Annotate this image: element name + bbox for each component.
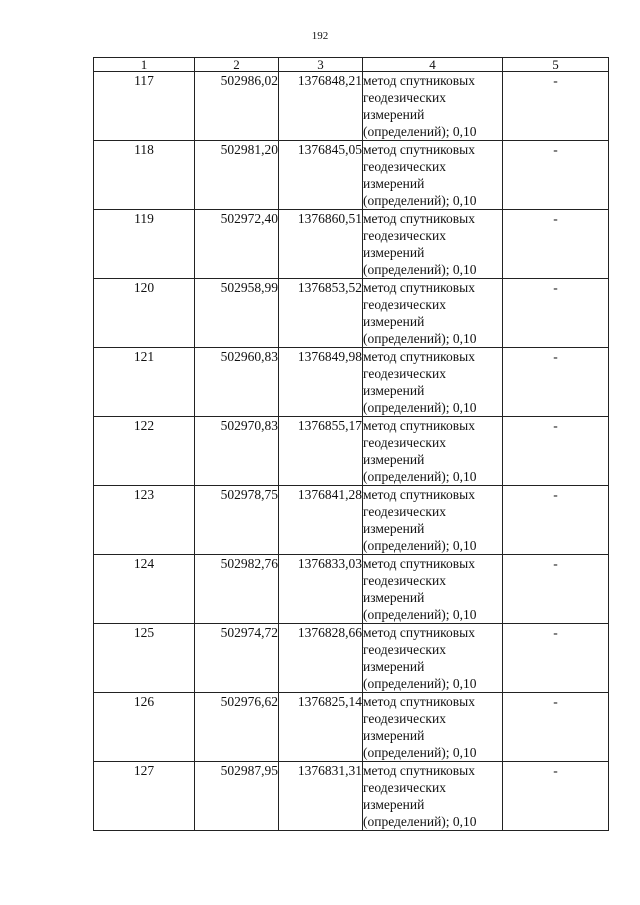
table-row [94, 210, 609, 279]
coordinate-x: 502986,02 [195, 72, 279, 141]
measurement-method: метод спутниковых геодезических измерений (определений); 0,10 [363, 279, 503, 348]
note-cell: - [503, 279, 609, 348]
point-number: 120 [94, 279, 195, 348]
coordinate-y: 1376848,21 [279, 72, 363, 141]
column-header: 5 [503, 58, 609, 72]
coordinate-x: 502958,99 [195, 279, 279, 348]
point-number: 118 [94, 141, 195, 210]
coordinate-y: 1376860,51 [279, 210, 363, 279]
point-number: 121 [94, 348, 195, 417]
note-cell: - [503, 141, 609, 210]
note-cell: - [503, 555, 609, 624]
coordinate-x: 502976,62 [195, 693, 279, 762]
table-row [94, 348, 609, 417]
coordinate-x: 502987,95 [195, 762, 279, 831]
measurement-method: метод спутниковых геодезических измерений (определений); 0,10 [363, 417, 503, 486]
coordinate-y: 1376841,28 [279, 486, 363, 555]
measurement-method: метод спутниковых геодезических измерений (определений); 0,10 [363, 210, 503, 279]
column-header: 2 [195, 58, 279, 72]
note-cell: - [503, 72, 609, 141]
point-number: 123 [94, 486, 195, 555]
column-header: 4 [363, 58, 503, 72]
note-cell: - [503, 348, 609, 417]
point-number: 122 [94, 417, 195, 486]
coordinate-x: 502972,40 [195, 210, 279, 279]
coordinate-y: 1376833,03 [279, 555, 363, 624]
point-number: 117 [94, 72, 195, 141]
point-number: 126 [94, 693, 195, 762]
coordinate-y: 1376845,05 [279, 141, 363, 210]
point-number: 119 [94, 210, 195, 279]
table-row [94, 624, 609, 693]
page-number: 192 [311, 30, 329, 42]
note-cell: - [503, 693, 609, 762]
coordinates-table [93, 57, 609, 831]
coordinate-x: 502970,83 [195, 417, 279, 486]
coordinate-y: 1376855,17 [279, 417, 363, 486]
measurement-method: метод спутниковых геодезических измерений (определений); 0,10 [363, 762, 503, 831]
coordinate-y: 1376828,66 [279, 624, 363, 693]
measurement-method: метод спутниковых геодезических измерений (определений); 0,10 [363, 624, 503, 693]
table-header-row [94, 58, 609, 72]
note-cell: - [503, 762, 609, 831]
table-row [94, 486, 609, 555]
point-number: 124 [94, 555, 195, 624]
measurement-method: метод спутниковых геодезических измерений (определений); 0,10 [363, 141, 503, 210]
measurement-method: метод спутниковых геодезических измерений (определений); 0,10 [363, 72, 503, 141]
measurement-method: метод спутниковых геодезических измерений (определений); 0,10 [363, 693, 503, 762]
measurement-method: метод спутниковых геодезических измерений (определений); 0,10 [363, 555, 503, 624]
coordinate-x: 502981,20 [195, 141, 279, 210]
table-row [94, 693, 609, 762]
column-header: 3 [279, 58, 363, 72]
coordinate-x: 502982,76 [195, 555, 279, 624]
measurement-method: метод спутниковых геодезических измерений (определений); 0,10 [363, 486, 503, 555]
table-row [94, 279, 609, 348]
point-number: 127 [94, 762, 195, 831]
coordinate-y: 1376853,52 [279, 279, 363, 348]
coordinate-x: 502978,75 [195, 486, 279, 555]
column-header: 1 [94, 58, 195, 72]
coordinate-x: 502960,83 [195, 348, 279, 417]
note-cell: - [503, 624, 609, 693]
coordinate-y: 1376831,31 [279, 762, 363, 831]
coordinate-y: 1376849,98 [279, 348, 363, 417]
table-row [94, 762, 609, 831]
coordinate-x: 502974,72 [195, 624, 279, 693]
note-cell: - [503, 210, 609, 279]
table-row [94, 555, 609, 624]
coordinate-y: 1376825,14 [279, 693, 363, 762]
table-row [94, 417, 609, 486]
table-row [94, 72, 609, 141]
note-cell: - [503, 486, 609, 555]
note-cell: - [503, 417, 609, 486]
table-row [94, 141, 609, 210]
measurement-method: метод спутниковых геодезических измерений (определений); 0,10 [363, 348, 503, 417]
point-number: 125 [94, 624, 195, 693]
